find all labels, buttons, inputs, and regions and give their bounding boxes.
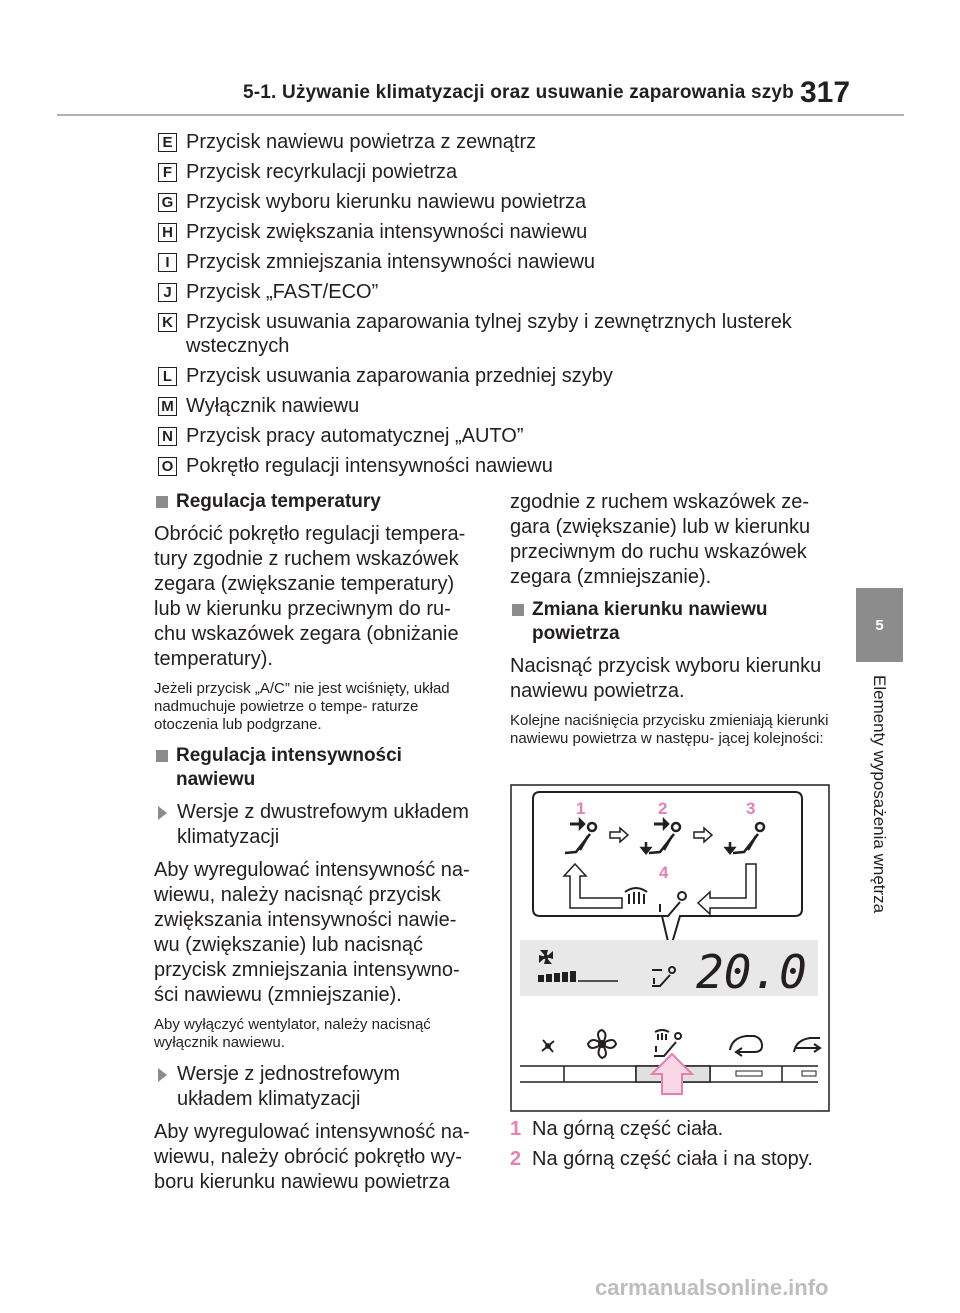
legend-item [158,454,838,478]
legend-key: L [158,367,177,386]
legend-item [158,424,838,448]
step-label: 2 [658,799,668,818]
legend-key: O [158,457,177,476]
legend-item [158,190,838,214]
section-title: 5-1. Używanie klimatyzacji oraz usuwanie zaparowania szyb [243,82,794,103]
legend-text: Pokrętło regulacji intensywności nawiewu [186,455,553,477]
legend-key: N [158,427,177,446]
section-heading: Zmiana kierunku nawiewu powietrza [510,598,830,646]
step-label: 4 [659,863,669,882]
legend-key: M [158,397,177,416]
paragraph: Aby wyregulować intensywność na- wiewu, należy obrócić pokrętło wy- boru kierunku nawiewu powietrza [154,1121,470,1193]
legend-item [158,310,838,358]
step-label: 1 [576,799,586,818]
legend-text: Przycisk „FAST/ECO” [186,281,379,303]
header-divider [57,114,904,116]
legend-text: Przycisk zwiększania intensywności nawiewu [186,221,588,243]
legend-item [158,394,838,418]
step-label: 3 [746,799,756,818]
note: Aby wyłączyć wentylator, należy nacisnąć wyłącznik nawiewu. [154,1016,431,1051]
legend-key: H [158,223,177,242]
triangle-bullet-icon [158,806,167,820]
chapter-tab[interactable]: 5 [856,588,903,662]
legend-text: Wyłącznik nawiewu [186,395,360,417]
legend-text: Przycisk wyboru kierunku nawiewu powietrza [186,191,587,213]
square-bullet-icon [156,750,168,762]
section-heading: Regulacja intensywności nawiewu [154,744,474,792]
list-item: 2 Na górną część ciała i na stopy. [510,1148,813,1170]
temperature-display: 20.0 [696,945,807,999]
legend-key: J [158,283,177,302]
variant-heading: Wersje z jednostrefowym układem klimatyzacji [154,1062,474,1112]
list-item: 1 Na górną część ciała. [510,1118,724,1140]
variant-heading: Wersje z dwustrefowym układem klimatyzacji [154,800,474,850]
mode-list [510,1116,813,1176]
legend-key: K [158,313,177,332]
legend-text: Przycisk usuwania zaparowania przedniej szyby [186,365,613,387]
note: Jeżeli przycisk „A/C” nie jest wciśnięty, układ nadmuchuje powietrze o tempe- raturze otoczenia lub podgrzane. [154,680,450,733]
legend-item [158,250,838,274]
paragraph: Aby wyregulować intensywność na- wiewu, należy nacisnąć przycisk zwiększania intensywności nawie- wu (zwiększanie) lub nacisnąć przycisk zmniejszania intensywno- ści nawiewu (zmniejszanie). [154,859,470,1006]
legend-item [158,280,838,304]
left-column [154,490,474,1203]
legend-key: I [158,253,177,272]
legend-item [158,220,838,244]
note: Kolejne naciśnięcia przycisku zmieniają kierunki nawiewu powietrza w następu- jącej kolejności: [510,712,829,747]
legend-list [158,130,838,484]
triangle-bullet-icon [158,1068,167,1082]
page-number: 317 [800,76,851,109]
square-bullet-icon [156,496,168,508]
paragraph: Obrócić pokrętło regulacji tempera- tury zgodnie z ruchem wskazówek zegara (zwiększanie temperatury) lub w kierunku przeciwnym do ru- chu wskazówek zegara (obniżanie temperatury). [154,523,466,670]
square-bullet-icon [512,604,524,616]
legend-item [158,364,838,388]
right-column [510,490,830,758]
paragraph: zgodnie z ruchem wskazówek ze- gara (zwiększanie) lub w kierunku przeciwnym do ruchu wskazówek zegara (zmniejszanie). [510,491,811,588]
legend-item [158,160,838,184]
section-heading: Regulacja temperatury [154,490,474,514]
legend-item [158,130,838,154]
legend-key: E [158,133,177,152]
airflow-diagram [510,784,830,1112]
legend-key: G [158,193,177,212]
legend-text: Przycisk recyrkulacji powietrza [186,161,458,183]
legend-key: F [158,163,177,182]
legend-text: Przycisk zmniejszania intensywności nawiewu [186,251,596,273]
legend-text: Przycisk pracy automatycznej „AUTO” [186,425,524,447]
legend-text: Przycisk usuwania zaparowania tylnej szyby i zewnętrznych lusterek wstecznych [186,311,792,357]
watermark: carmanualsonline.info [595,1275,829,1300]
paragraph: Nacisnąć przycisk wyboru kierunku nawiewu powietrza. [510,655,822,702]
legend-text: Przycisk nawiewu powietrza z zewnątrz [186,131,537,153]
chapter-label: Elementy wyposażenia wnętrza [870,675,889,914]
